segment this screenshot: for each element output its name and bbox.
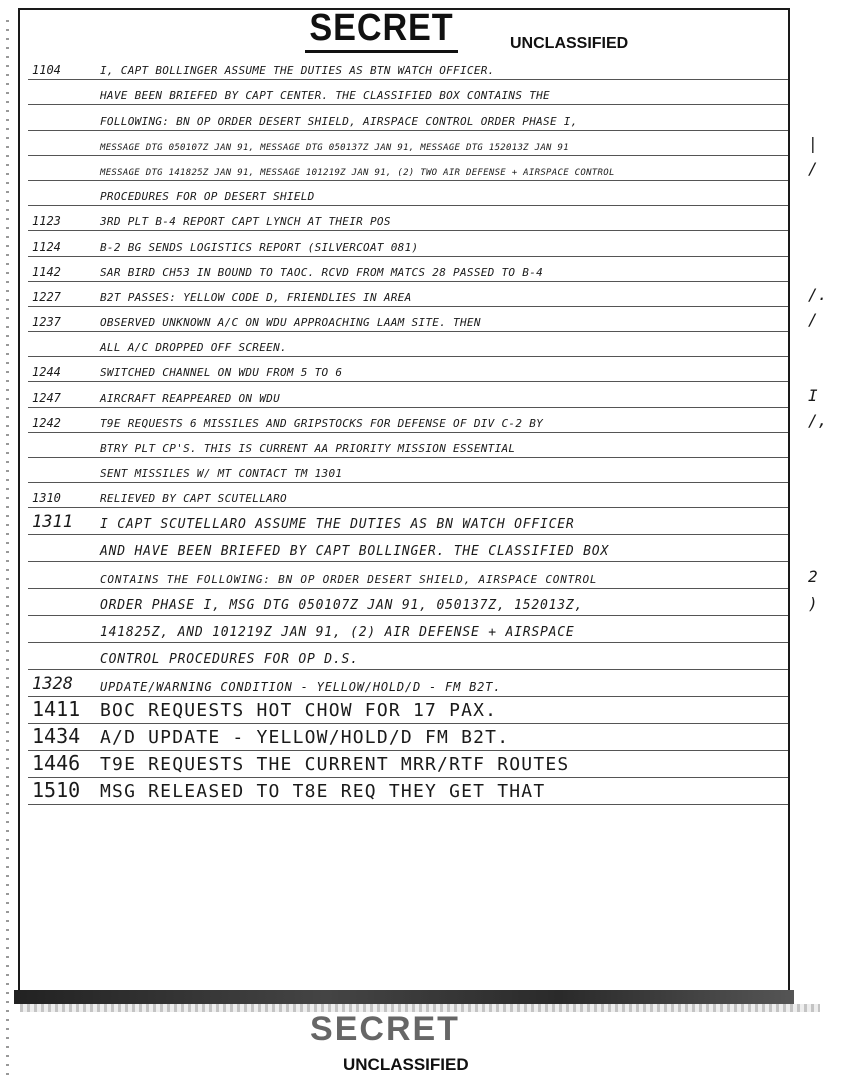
log-text: HAVE BEEN BRIEFED BY CAPT CENTER. THE CLASSIFIED BOX CONTAINS THE xyxy=(100,89,550,103)
log-text: SWITCHED CHANNEL ON WDU FROM 5 TO 6 xyxy=(100,366,343,380)
scan-dark-band xyxy=(14,990,794,1004)
log-row xyxy=(28,231,788,256)
log-time: 1247 xyxy=(32,390,61,405)
log-text: 3RD PLT B-4 REPORT CAPT LYNCH AT THEIR POS xyxy=(100,215,391,229)
log-row xyxy=(28,307,818,332)
watch-log xyxy=(28,55,828,805)
log-row xyxy=(28,643,788,670)
log-row xyxy=(28,408,828,433)
log-text: MSG RELEASED TO T8E REQ THEY GET THAT xyxy=(100,781,546,803)
log-row xyxy=(28,724,788,751)
log-row xyxy=(28,282,828,307)
log-time: 1237 xyxy=(32,315,61,330)
log-row xyxy=(28,105,788,130)
margin-mark: 2 xyxy=(808,567,818,587)
log-text: B-2 BG SENDS LOGISTICS REPORT (SILVERCOAT 081) xyxy=(100,240,419,254)
log-row xyxy=(28,332,788,357)
log-row xyxy=(28,80,788,105)
log-time: 1434 xyxy=(32,724,81,749)
right-margin-rule xyxy=(788,8,790,993)
log-row xyxy=(28,778,788,805)
log-text: AND HAVE BEEN BRIEFED BY CAPT BOLLINGER. THE CLASSIFIED BOX xyxy=(100,544,609,560)
margin-mark: | xyxy=(808,133,818,153)
log-time: 1244 xyxy=(32,365,61,380)
log-time: 1328 xyxy=(32,674,73,695)
log-time: 1227 xyxy=(32,289,61,304)
margin-mark: /, xyxy=(808,410,828,430)
log-text: CONTROL PROCEDURES FOR OP D.S. xyxy=(100,652,359,668)
log-text: ALL A/C DROPPED OFF SCREEN. xyxy=(100,341,287,355)
log-row xyxy=(28,670,788,697)
log-time: 1104 xyxy=(32,63,61,78)
log-time: 1446 xyxy=(32,751,81,776)
log-time: 1124 xyxy=(32,239,61,254)
log-time: 1242 xyxy=(32,415,61,430)
log-row xyxy=(28,181,788,206)
log-row xyxy=(28,156,818,181)
log-text: UPDATE/WARNING CONDITION - YELLOW/HOLD/D - FM B2T. xyxy=(100,680,502,695)
log-row xyxy=(28,433,788,458)
unclassified-stamp-bottom: UNCLASSIFIED xyxy=(343,1055,469,1074)
log-row xyxy=(28,589,818,616)
log-row xyxy=(28,483,788,508)
log-time: 1411 xyxy=(32,697,81,722)
secret-stamp-top: SECRET xyxy=(305,6,458,53)
log-row xyxy=(28,206,788,231)
log-row xyxy=(28,55,788,80)
margin-mark: /. xyxy=(808,284,828,304)
log-text: MESSAGE DTG 141825Z JAN 91, MESSAGE 101219Z JAN 91, (2) TWO AIR DEFENSE + AIRSPACE CONTROL xyxy=(100,167,615,178)
log-text: CONTAINS THE FOLLOWING: BN OP ORDER DESERT SHIELD, AIRSPACE CONTROL xyxy=(100,573,598,587)
log-row xyxy=(28,697,788,724)
margin-mark: I xyxy=(808,385,818,405)
log-time: 1123 xyxy=(32,214,61,229)
log-text: BOC REQUESTS HOT CHOW FOR 17 PAX. xyxy=(100,700,498,722)
log-text: ORDER PHASE I, MSG DTG 050107Z JAN 91, 050137Z, 152013Z, xyxy=(100,598,584,614)
log-text: A/D UPDATE - YELLOW/HOLD/D FM B2T. xyxy=(100,727,510,749)
log-row xyxy=(28,257,788,282)
log-time: 1510 xyxy=(32,778,81,803)
log-row xyxy=(28,458,788,483)
log-text: I, CAPT BOLLINGER ASSUME THE DUTIES AS BTN WATCH OFFICER. xyxy=(100,64,495,78)
log-text: BTRY PLT CP'S. THIS IS CURRENT AA PRIORITY MISSION ESSENTIAL xyxy=(100,442,516,455)
log-row xyxy=(28,131,818,156)
log-row xyxy=(28,508,788,535)
log-time: 1142 xyxy=(32,264,61,279)
log-time: 1310 xyxy=(32,491,61,506)
log-row xyxy=(28,357,788,382)
log-text: T9E REQUESTS 6 MISSILES AND GRIPSTOCKS FOR DEFENSE OF DIV C-2 BY xyxy=(100,416,544,430)
log-text: AIRCRAFT REAPPEARED ON WDU xyxy=(100,391,280,405)
log-text: MESSAGE DTG 050107Z JAN 91, MESSAGE DTG 050137Z JAN 91, MESSAGE DTG 152013Z JAN 91 xyxy=(100,142,569,153)
log-time: 1311 xyxy=(32,512,73,533)
log-text: B2T PASSES: YELLOW CODE D, FRIENDLIES IN AREA xyxy=(100,290,412,304)
log-row xyxy=(28,616,788,643)
log-row xyxy=(28,562,818,589)
log-text: FOLLOWING: BN OP ORDER DESERT SHIELD, AIRSPACE CONTROL ORDER PHASE I, xyxy=(100,114,578,128)
margin-mark: / xyxy=(808,158,818,178)
log-text: T9E REQUESTS THE CURRENT MRR/RTF ROUTES xyxy=(100,754,570,776)
log-row xyxy=(28,382,818,407)
log-text: SAR BIRD CH53 IN BOUND TO TAOC. RCVD FROM MATCS 28 PASSED TO B-4 xyxy=(100,265,544,279)
log-text: SENT MISSILES W/ MT CONTACT TM 1301 xyxy=(100,467,343,481)
log-text: 141825Z, AND 101219Z JAN 91, (2) AIR DEFENSE + AIRSPACE xyxy=(100,625,575,641)
log-text: PROCEDURES FOR OP DESERT SHIELD xyxy=(100,190,315,204)
log-row xyxy=(28,535,788,562)
unclassified-stamp-top: UNCLASSIFIED xyxy=(510,35,629,52)
margin-mark: ) xyxy=(808,594,818,614)
margin-mark: / xyxy=(808,310,818,330)
log-text: I CAPT SCUTELLARO ASSUME THE DUTIES AS BN WATCH OFFICER xyxy=(100,517,575,533)
log-row xyxy=(28,751,788,778)
scan-edge-mark xyxy=(6,20,9,1080)
log-text: RELIEVED BY CAPT SCUTELLARO xyxy=(100,492,287,506)
secret-stamp-bottom: SECRET xyxy=(310,1010,460,1048)
log-text: OBSERVED UNKNOWN A/C ON WDU APPROACHING LAAM SITE. THEN xyxy=(100,316,481,330)
